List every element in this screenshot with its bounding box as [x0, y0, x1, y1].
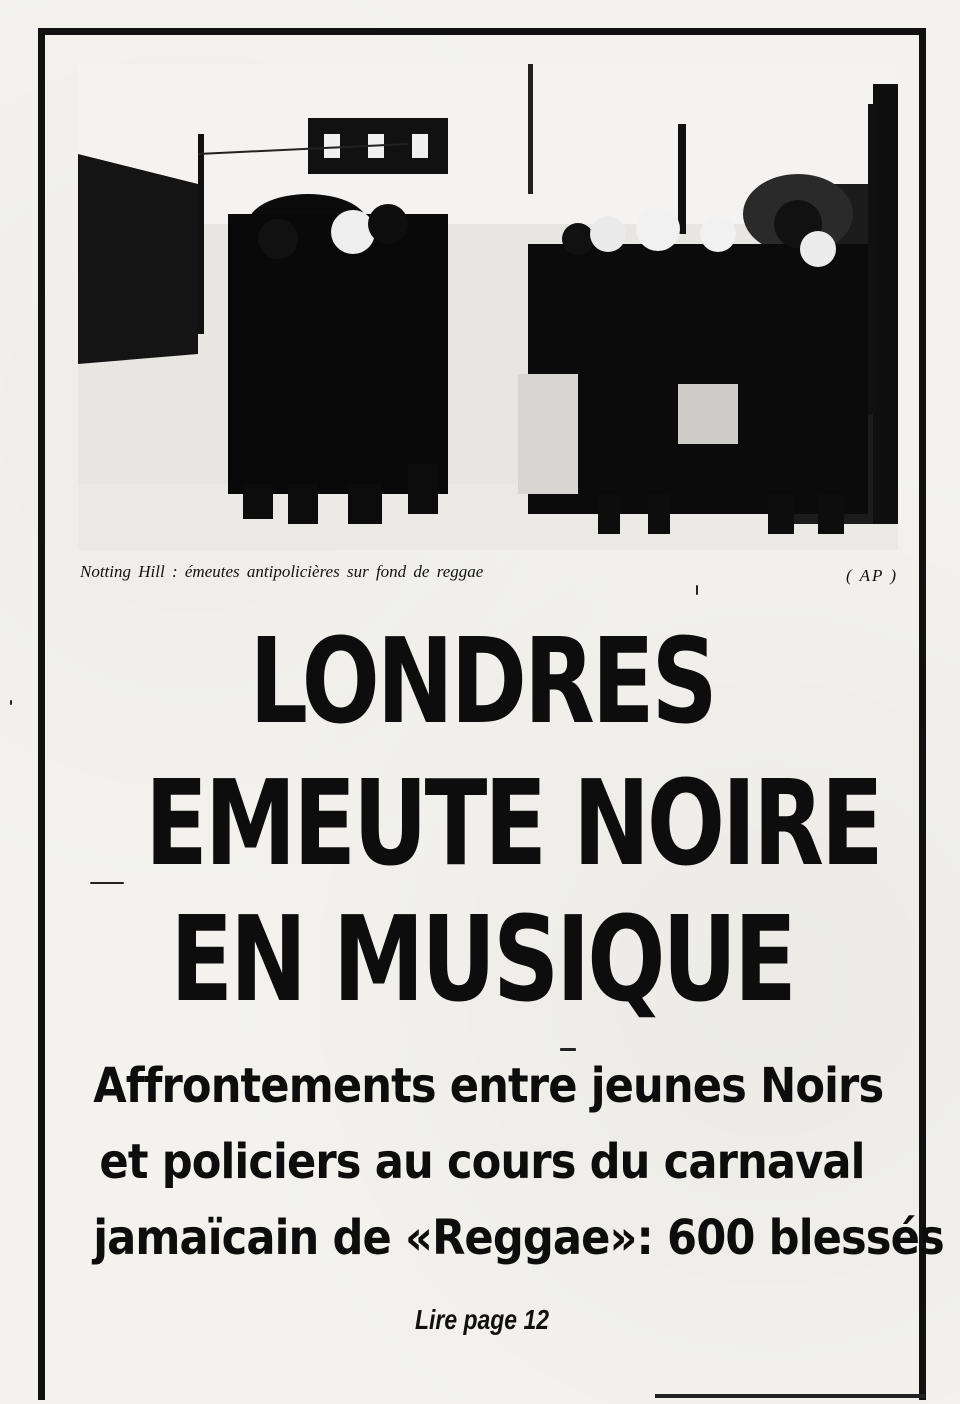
- speck: [90, 882, 124, 884]
- speck: [10, 700, 12, 705]
- headline-line-1: LONDRES: [249, 612, 715, 750]
- speck: [560, 1048, 576, 1051]
- news-photo: [78, 64, 898, 550]
- news-photo-icon: [78, 64, 898, 550]
- photo-credit: ( AP ): [846, 566, 898, 585]
- headline-line-3: EN MUSIQUE: [170, 890, 794, 1028]
- read-more-link[interactable]: Lire page 12: [415, 1304, 549, 1335]
- subheadline-line-1: Affrontements entre jeunes Noirs: [93, 1058, 884, 1114]
- bottom-rule: [655, 1394, 925, 1398]
- speck: [696, 585, 698, 595]
- subheadline-line-3: jamaïcain de «Reggae»: 600 blessés: [93, 1210, 944, 1266]
- subheadline-line-2: et policiers au cours du carnaval: [99, 1134, 865, 1190]
- headline-line-2: EMEUTE NOIRE: [145, 754, 881, 892]
- caption-text: Notting Hill : émeutes antipolicières sur fond de reggae: [80, 562, 484, 581]
- photo-caption: [80, 558, 900, 592]
